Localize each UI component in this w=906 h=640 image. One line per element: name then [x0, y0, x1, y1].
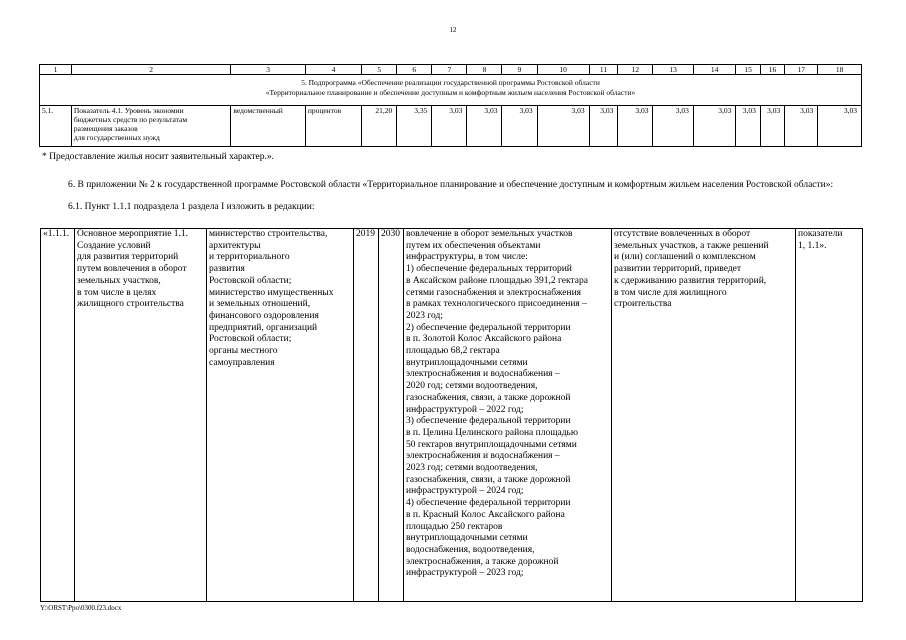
indicator-value: 3,35	[397, 106, 432, 147]
indicator-type: ведомственный	[231, 106, 305, 147]
column-number: 15	[736, 65, 760, 75]
column-number: 9	[502, 65, 537, 75]
column-number: 12	[618, 65, 653, 75]
indicator-value: 3,03	[502, 106, 537, 147]
indicator-value: 3,03	[818, 106, 862, 147]
activity-name: Основное мероприятие 1.1. Создание условий для развития территорий путем вовлечения в оборот земельных участков, в том числе в целях жилищного строительства	[75, 229, 207, 602]
activity-executors: министерство строительства, архитектуры и территориального развития Ростовской области; министерство имущественных и земельных отношений, финансового оздоровления предприятий, организаций Ростовской области; органы местного самоуправления	[207, 229, 354, 602]
footnote: * Предоставление жилья носит заявительный характер.».	[42, 152, 274, 162]
column-number: 16	[760, 65, 784, 75]
paragraph-6-1: 6.1. Пункт 1.1.1 подраздела 1 раздела I изложить в редакции:	[68, 202, 315, 212]
column-number: 1	[40, 65, 72, 75]
indicator-value: 3,03	[785, 106, 818, 147]
activity-number: «1.1.1.	[41, 229, 75, 602]
paragraph-6: 6. В приложении № 2 к государственной программе Ростовской области «Территориальное планирование и обеспечение доступным и комфортным жильем населения Ростовской области»:	[68, 180, 834, 190]
start-year: 2019	[354, 229, 379, 602]
indicator-value: 3,03	[537, 106, 589, 147]
expected-result: вовлечение в оборот земельных участков путем их обеспечения объектами инфраструктуры, в том числе: 1) обеспечение федеральных территорий в Аксайском районе площадью 391,2 гектара сетями газоснабжения и электроснабжения в рамках технологического присоединения – 2023 год; 2) обеспечение федеральной территории в п. Золотой Колос Аксайского района площадью 68,2 гектара внутриплощадочными сетями электроснабжения и водоснабжения – 2020 год; сетями водоотведения, газоснабжения, связи, а также дорожной инфраструктурой – 2022 год; 3) обеспечение федеральной территории в п. Целина Целинского района площадью 50 гектаров внутриплощадочными сетями электроснабжения и водоснабжения – 2023 год; сетями водоотведения, газоснабжения, связи, а также дорожной инфраструктурой – 2024 год; 4) обеспечение федеральной территории в п. Красный Колос Аксайского района площадью 250 гектаров внутриплощадочными сетями водоснабжения, водоотведения, электроснабжения, а также дорожной инфраструктурой – 2023 год;	[404, 229, 612, 602]
indicator-value: 3,03	[589, 106, 618, 147]
indicator-value: 21,20	[362, 106, 397, 147]
table-row	[40, 106, 862, 147]
row-number: 5.1.	[40, 106, 72, 147]
indicator-value: 3,03	[736, 106, 760, 147]
indicator-value: 3,03	[467, 106, 502, 147]
file-path-footer: Y:\ORST\Ppo\0300.f23.docx	[40, 604, 122, 612]
indicator-value: 3,03	[618, 106, 653, 147]
subprogram-heading: 5. Подпрограмма «Обеспечение реализации государственной программы Ростовской области «Территориальное планирование и обеспечение доступным и комфортным жильем населения Ростовской области»	[40, 75, 862, 106]
page-number: 12	[449, 26, 457, 34]
column-number: 5	[362, 65, 397, 75]
indicator-value: 3,03	[653, 106, 693, 147]
column-number: 17	[785, 65, 818, 75]
column-number: 10	[537, 65, 589, 75]
column-number: 8	[467, 65, 502, 75]
column-number: 3	[231, 65, 305, 75]
column-number: 14	[693, 65, 736, 75]
program-table	[40, 228, 863, 602]
column-number: 6	[397, 65, 432, 75]
table-row	[41, 229, 863, 602]
column-number-row	[40, 65, 862, 75]
column-number: 18	[818, 65, 862, 75]
indicator-unit: процентов	[305, 106, 361, 147]
column-number: 7	[432, 65, 467, 75]
column-number: 11	[589, 65, 618, 75]
indicator-table	[39, 64, 862, 147]
non-implementation-consequences: отсутствие вовлеченных в оборот земельных участков, а также решений и (или) соглашений о комплексном развитии территорий, приведет к сдерживанию развития территорий, в том числе для жилищного строительства	[612, 229, 796, 602]
column-number: 4	[305, 65, 361, 75]
indicator-value: 3,03	[760, 106, 784, 147]
end-year: 2030	[379, 229, 404, 602]
related-indicators: показатели 1, 1.1».	[796, 229, 863, 602]
column-number: 2	[71, 65, 231, 75]
indicator-value: 3,03	[693, 106, 736, 147]
indicator-value: 3,03	[432, 106, 467, 147]
column-number: 13	[653, 65, 693, 75]
indicator-name: Показатель 4.1. Уровень экономии бюджетных средств по результатам размещения заказов для государственных нужд	[71, 106, 231, 147]
